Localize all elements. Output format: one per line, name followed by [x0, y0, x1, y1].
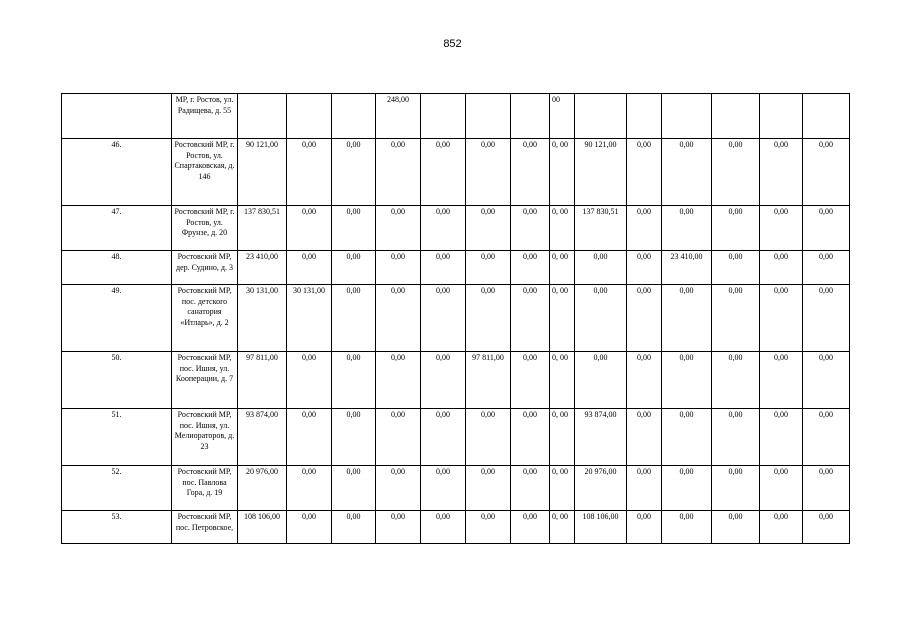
value-cell: 0,00	[466, 139, 511, 206]
value-cell: 0, 00	[550, 251, 575, 285]
value-cell: 20 976,00	[238, 466, 287, 511]
table-row	[62, 206, 850, 251]
value-cell: 0,00	[421, 511, 466, 544]
table-row	[62, 466, 850, 511]
value-cell: 0,00	[803, 466, 850, 511]
value-cell: 0,00	[803, 139, 850, 206]
value-cell: 0,00	[760, 139, 803, 206]
value-cell: 0,00	[376, 511, 421, 544]
row-number-cell: 47.	[62, 206, 172, 251]
value-cell: 0,00	[803, 285, 850, 352]
value-cell: 0,00	[712, 409, 760, 466]
value-cell: 0,00	[376, 409, 421, 466]
value-cell: 00	[550, 94, 575, 139]
value-cell: 0,00	[466, 285, 511, 352]
value-cell: 0,00	[712, 251, 760, 285]
value-cell: 0, 00	[550, 285, 575, 352]
value-cell: 0,00	[662, 352, 712, 409]
value-cell: 30 131,00	[287, 285, 332, 352]
value-cell: 0,00	[662, 511, 712, 544]
value-cell: 137 830,51	[575, 206, 627, 251]
row-number-cell: 53.	[62, 511, 172, 544]
value-cell: 0, 00	[550, 352, 575, 409]
value-cell: 0,00	[511, 139, 550, 206]
row-number-cell: 46.	[62, 139, 172, 206]
value-cell: 0,00	[376, 206, 421, 251]
address-cell: Ростовский МР, г. Ростов, ул. Фрунзе, д. 20	[172, 206, 238, 251]
address-cell: Ростовский МР, пос. Петровское,	[172, 511, 238, 544]
value-cell: 0,00	[803, 251, 850, 285]
value-cell	[238, 94, 287, 139]
address-cell: Ростовский МР, дер. Судино, д. 3	[172, 251, 238, 285]
value-cell: 108 106,00	[575, 511, 627, 544]
page-number: 852	[443, 38, 462, 50]
value-cell: 108 106,00	[238, 511, 287, 544]
value-cell: 0,00	[421, 409, 466, 466]
value-cell	[511, 94, 550, 139]
table-row	[62, 139, 850, 206]
value-cell: 0,00	[332, 352, 376, 409]
value-cell: 0,00	[511, 352, 550, 409]
value-cell: 0,00	[760, 352, 803, 409]
row-number-cell: 48.	[62, 251, 172, 285]
value-cell: 0,00	[466, 466, 511, 511]
value-cell: 0,00	[712, 206, 760, 251]
value-cell: 0,00	[803, 352, 850, 409]
value-cell: 0,00	[511, 206, 550, 251]
value-cell: 0,00	[287, 466, 332, 511]
value-cell: 93 874,00	[238, 409, 287, 466]
value-cell: 0,00	[627, 251, 662, 285]
value-cell: 0,00	[421, 139, 466, 206]
value-cell: 0,00	[466, 251, 511, 285]
address-cell: Ростовский МР, пос. Ишня, ул. Кооперации, д. 7	[172, 352, 238, 409]
value-cell: 97 811,00	[466, 352, 511, 409]
value-cell: 0,00	[511, 285, 550, 352]
address-cell: Ростовский МР, г. Ростов, ул. Спартаковская, д. 146	[172, 139, 238, 206]
value-cell: 0,00	[760, 409, 803, 466]
value-cell: 0,00	[376, 466, 421, 511]
table-row	[62, 251, 850, 285]
value-cell: 0, 00	[550, 511, 575, 544]
value-cell: 0,00	[627, 206, 662, 251]
value-cell: 0,00	[760, 285, 803, 352]
value-cell: 0,00	[287, 409, 332, 466]
value-cell: 93 874,00	[575, 409, 627, 466]
address-cell: Ростовский МР, пос. Павлова Гора, д. 19	[172, 466, 238, 511]
table-row	[62, 352, 850, 409]
value-cell: 0,00	[662, 285, 712, 352]
value-cell: 0,00	[376, 251, 421, 285]
value-cell	[760, 94, 803, 139]
value-cell: 0,00	[421, 285, 466, 352]
value-cell: 0,00	[627, 352, 662, 409]
value-cell: 0, 00	[550, 466, 575, 511]
value-cell: 0,00	[332, 285, 376, 352]
value-cell: 0,00	[511, 511, 550, 544]
value-cell: 0,00	[662, 466, 712, 511]
value-cell: 0,00	[287, 139, 332, 206]
value-cell: 0,00	[376, 352, 421, 409]
value-cell: 0,00	[376, 139, 421, 206]
value-cell	[803, 94, 850, 139]
value-cell: 0,00	[332, 511, 376, 544]
value-cell: 0,00	[332, 139, 376, 206]
value-cell	[466, 94, 511, 139]
value-cell: 0,00	[466, 511, 511, 544]
value-cell: 0,00	[627, 511, 662, 544]
value-cell: 20 976,00	[575, 466, 627, 511]
value-cell: 0,00	[627, 409, 662, 466]
value-cell	[627, 94, 662, 139]
value-cell: 0,00	[760, 251, 803, 285]
address-cell: Ростовский МР, пос. Ишня, ул. Мелиораторов, д. 23	[172, 409, 238, 466]
table-row	[62, 511, 850, 544]
value-cell	[421, 94, 466, 139]
row-number-cell	[62, 94, 172, 139]
row-number-cell: 52.	[62, 466, 172, 511]
value-cell: 0,00	[760, 206, 803, 251]
value-cell: 0,00	[511, 409, 550, 466]
value-cell: 0,00	[421, 206, 466, 251]
value-cell: 97 811,00	[238, 352, 287, 409]
value-cell: 0,00	[712, 352, 760, 409]
value-cell: 90 121,00	[238, 139, 287, 206]
address-cell: Ростовский МР, пос. детского санатория «Итларь», д. 2	[172, 285, 238, 352]
value-cell	[662, 94, 712, 139]
table-row	[62, 94, 850, 139]
value-cell: 0,00	[662, 139, 712, 206]
table-row	[62, 285, 850, 352]
value-cell: 0,00	[421, 466, 466, 511]
value-cell: 0,00	[760, 466, 803, 511]
value-cell: 0,00	[287, 251, 332, 285]
value-cell: 0,00	[627, 139, 662, 206]
value-cell: 0,00	[332, 409, 376, 466]
value-cell: 0,00	[511, 251, 550, 285]
value-cell: 0,00	[575, 251, 627, 285]
value-cell: 0,00	[803, 409, 850, 466]
data-table	[61, 93, 850, 544]
value-cell	[712, 94, 760, 139]
row-number-cell: 49.	[62, 285, 172, 352]
value-cell: 0,00	[627, 285, 662, 352]
value-cell: 0,00	[712, 285, 760, 352]
value-cell: 0,00	[575, 352, 627, 409]
value-cell: 248,00	[376, 94, 421, 139]
value-cell: 0, 00	[550, 206, 575, 251]
value-cell: 0, 00	[550, 409, 575, 466]
value-cell: 0,00	[287, 206, 332, 251]
value-cell: 0,00	[760, 511, 803, 544]
value-cell: 137 830,51	[238, 206, 287, 251]
row-number-cell: 51.	[62, 409, 172, 466]
value-cell: 0,00	[421, 352, 466, 409]
value-cell: 23 410,00	[238, 251, 287, 285]
value-cell: 0,00	[287, 511, 332, 544]
value-cell: 0,00	[332, 251, 376, 285]
value-cell	[287, 94, 332, 139]
address-cell: МР, г. Ростов, ул. Радищева, д. 55	[172, 94, 238, 139]
value-cell	[332, 94, 376, 139]
value-cell: 90 121,00	[575, 139, 627, 206]
value-cell: 0,00	[803, 511, 850, 544]
value-cell: 0,00	[287, 352, 332, 409]
value-cell: 0,00	[662, 409, 712, 466]
value-cell: 30 131,00	[238, 285, 287, 352]
value-cell: 0,00	[332, 206, 376, 251]
value-cell: 0,00	[627, 466, 662, 511]
row-number-cell: 50.	[62, 352, 172, 409]
value-cell: 0,00	[712, 511, 760, 544]
value-cell: 0,00	[575, 285, 627, 352]
value-cell: 0,00	[803, 206, 850, 251]
value-cell: 0,00	[511, 466, 550, 511]
value-cell	[575, 94, 627, 139]
value-cell: 23 410,00	[662, 251, 712, 285]
value-cell: 0, 00	[550, 139, 575, 206]
value-cell: 0,00	[466, 409, 511, 466]
value-cell: 0,00	[662, 206, 712, 251]
value-cell: 0,00	[712, 139, 760, 206]
value-cell: 0,00	[421, 251, 466, 285]
value-cell: 0,00	[376, 285, 421, 352]
table-row	[62, 409, 850, 466]
value-cell: 0,00	[332, 466, 376, 511]
value-cell: 0,00	[712, 466, 760, 511]
value-cell: 0,00	[466, 206, 511, 251]
